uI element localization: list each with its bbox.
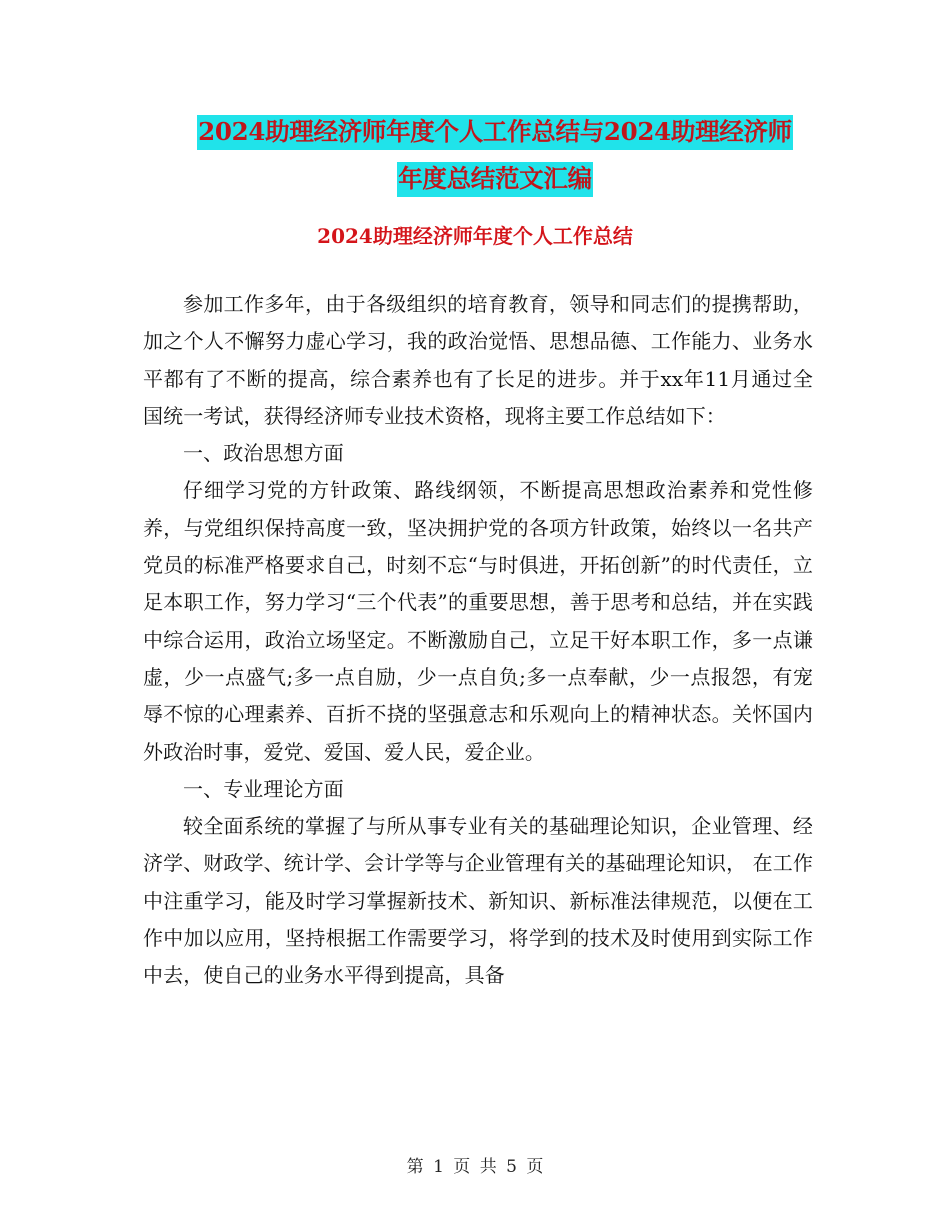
paragraph-political-thought: 仔细学习党的方针政策、路线纲领，不断提高思想政治素养和党性修养，与党组织保持高度一致，坚决拥护党的各项方针政策，始终以一名共产党员的标准严格要求自己，时刻不忘“与时俱进，开拓创新”的时代责任，立足本职工作，努力学习“三个代表”的重要思想，善于思考和总结，并在实践中综合运用，政治立场坚定。不断激励自己，立足干好本职工作，多一点谦虚，少一点盛气;多一点自励，少一点自负;多一点奉献，少一点报怨，有宠辱不惊的心理素养、百折不挠的坚强意志和乐观向上的精神状态。关怀国内外政治时事，爱党、爱国、爱人民，爱企业。 (143, 478, 813, 764)
heading-professional-theory: 一、专业理论方面 (183, 776, 344, 801)
paragraph-intro: 参加工作多年，由于各级组织的培育教育，领导和同志们的提携帮助，加之个人不懈努力虚心学习，我的政治觉悟、思想品德、工作能力、业务水平都有了不断的提高，综合素养也有了长足的进步。并于xx年11月通过全国统一考试，获得经济师专业技术资格，现将主要工作总结如下： (143, 292, 813, 428)
document-body (143, 286, 813, 995)
page-footer: 第 1 页 共 5 页 (406, 1157, 544, 1177)
paragraph-professional-theory: 较全面系统的掌握了与所从事专业有关的基础理论知识，企业管理、经济学、财政学、统计学、会计学等与企业管理有关的基础理论知识， 在工作中注重学习，能及时学习掌握新技术、新知识、新标准法律规范，以便在工作中加以应用，坚持根据工作需要学习，将学到的技术及时使用到实际工作中去，使自己的业务水平得到提高，具备 (143, 814, 813, 988)
title-line-1: 2024助理经济师年度个人工作总结与2024助理经济师 (197, 115, 793, 150)
heading-political-thought: 一、政治思想方面 (183, 441, 344, 466)
section-subtitle: 2024助理经济师年度个人工作总结 (317, 224, 633, 248)
document-title (140, 108, 850, 202)
title-line-2: 年度总结范文汇编 (397, 162, 593, 197)
